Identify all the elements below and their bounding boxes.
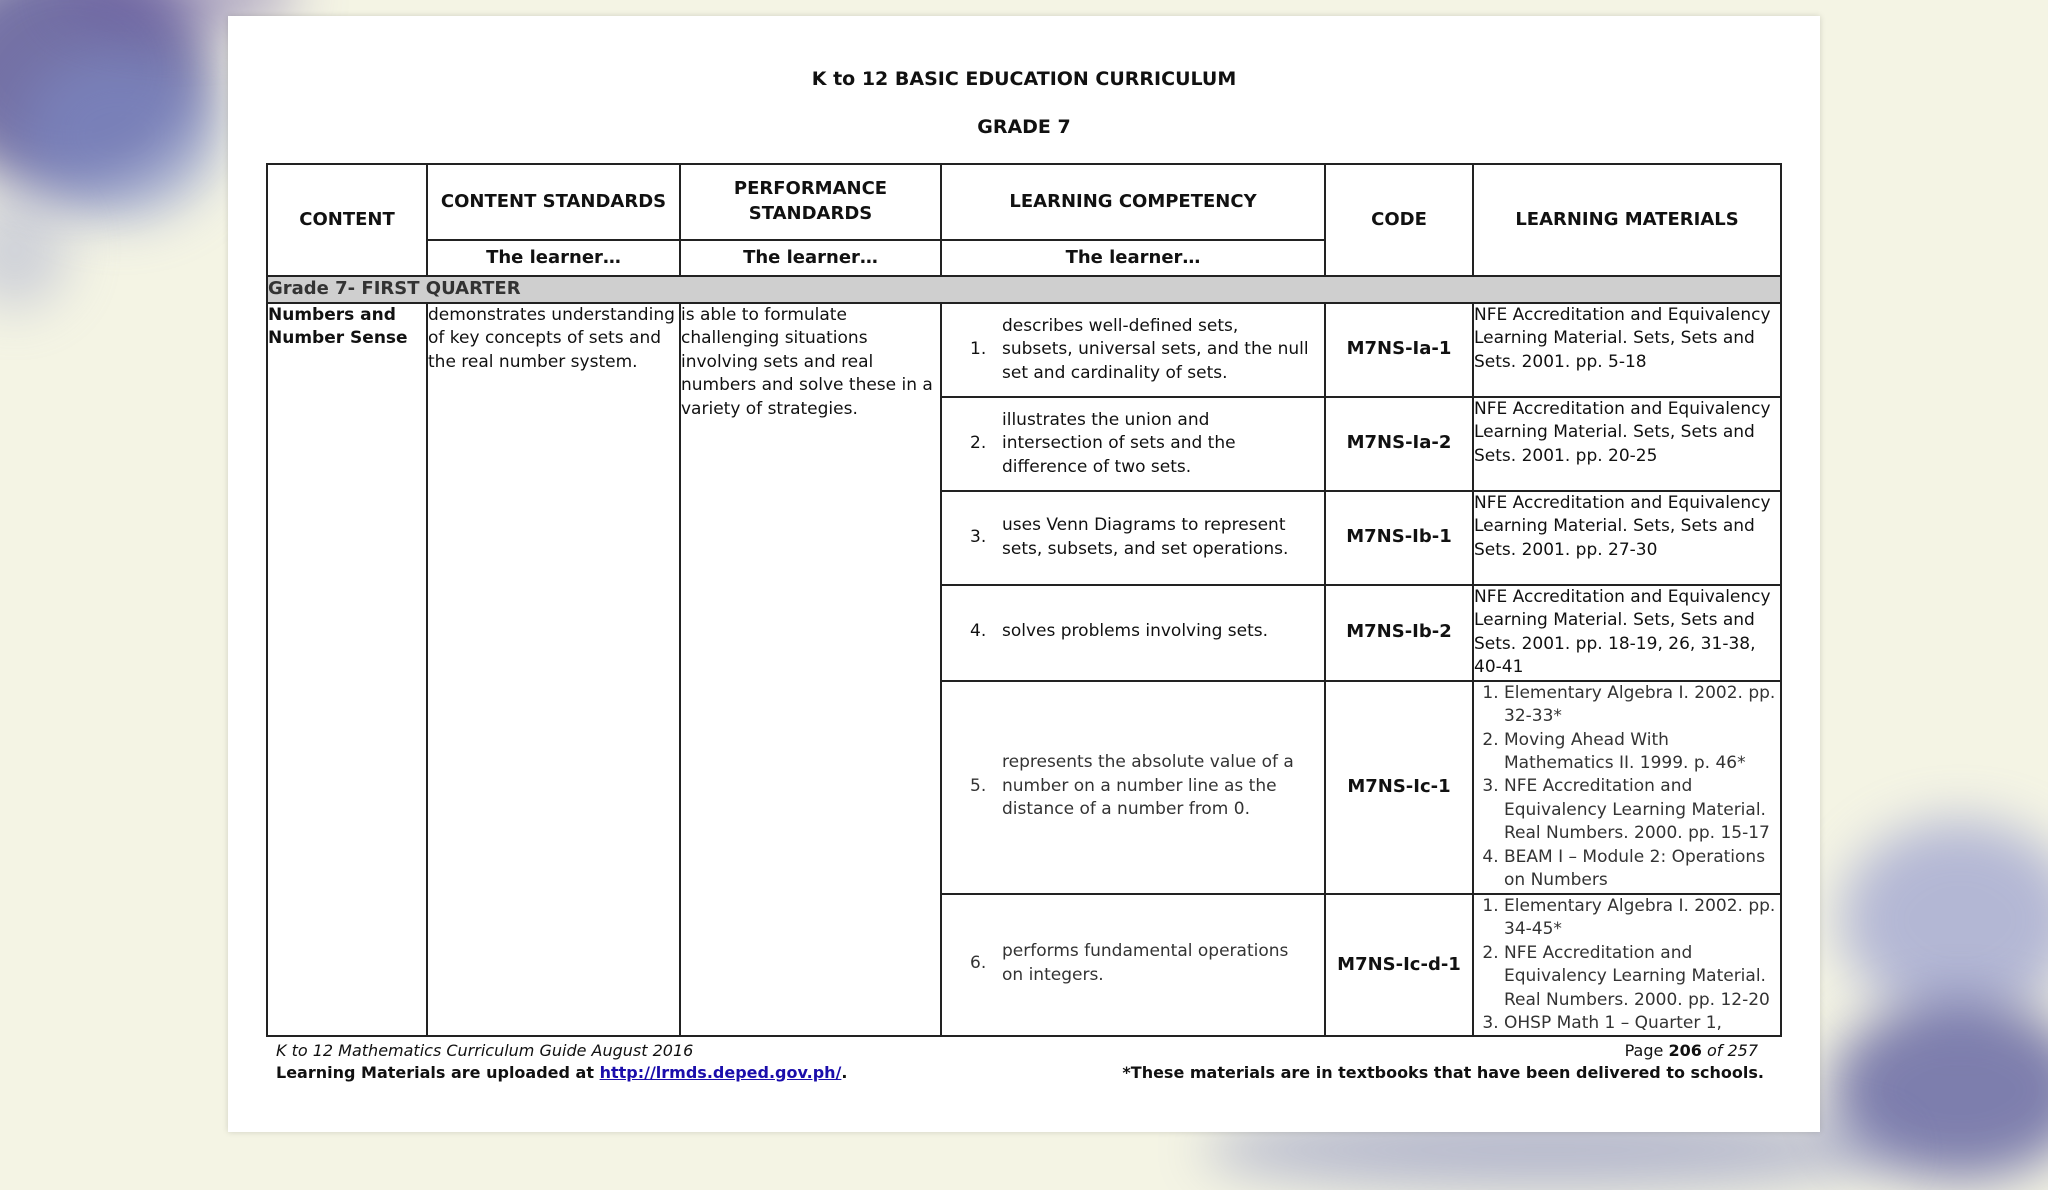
materials-cell: NFE Accreditation and Equivalency Learning Material. Sets, Sets and Sets. 2001. pp. 27-30 xyxy=(1473,491,1781,585)
materials-cell xyxy=(1473,681,1781,894)
competency-number: 3. xyxy=(970,527,987,548)
quarter-banner: Grade 7- FIRST QUARTER xyxy=(267,276,1781,303)
competency-cell xyxy=(941,397,1325,491)
material-item: 2. Moving Ahead With Mathematics II. 1999. p. 46* xyxy=(1504,729,1780,776)
competency-number: 6. xyxy=(970,952,987,973)
subheader-learner: The learner… xyxy=(427,240,680,276)
competency-text: solves problems involving sets. xyxy=(1002,621,1269,642)
materials-cell xyxy=(1473,894,1781,1037)
competency-cell xyxy=(941,681,1325,894)
competency-cell xyxy=(941,491,1325,585)
competency-number: 2. xyxy=(970,433,987,454)
col-header-learning-materials: LEARNING MATERIALS xyxy=(1473,164,1781,276)
materials-cell: NFE Accreditation and Equivalency Learning Material. Sets, Sets and Sets. 2001. pp. 5-18 xyxy=(1473,303,1781,397)
materials-cell: NFE Accreditation and Equivalency Learning Material. Sets, Sets and Sets. 2001. pp. 18-19, 26, 31-38, 40-41 xyxy=(1473,585,1781,681)
page-total: of 257 xyxy=(1706,1041,1758,1060)
content-standard-cell: demonstrates understanding of key concepts of sets and the real number system. xyxy=(427,303,680,1037)
material-item: 2. NFE Accreditation and Equivalency Learning Material. Real Numbers. 2000. pp. 12-20 xyxy=(1504,942,1780,1012)
code-cell: M7NS-Ic-d-1 xyxy=(1325,894,1473,1037)
material-item: 1. Elementary Algebra I. 2002. pp. 32-33* xyxy=(1504,682,1780,729)
competency-text: performs fundamental operations on integers. xyxy=(1002,941,1289,985)
subheader-learner: The learner… xyxy=(680,240,941,276)
curriculum-page xyxy=(228,16,1820,1132)
page-number: 206 xyxy=(1668,1041,1702,1060)
competency-cell xyxy=(941,303,1325,397)
competency-cell xyxy=(941,894,1325,1037)
performance-standard-cell: is able to formulate challenging situations involving sets and real numbers and solve these in a variety of strategies. xyxy=(680,303,941,1037)
material-item: 4. BEAM I – Module 2: Operations on Numbers xyxy=(1504,846,1780,893)
footer-left xyxy=(276,1040,847,1083)
code-cell: M7NS-Ic-1 xyxy=(1325,681,1473,894)
code-cell: M7NS-Ia-1 xyxy=(1325,303,1473,397)
code-cell: M7NS-Ia-2 xyxy=(1325,397,1473,491)
competency-text: illustrates the union and intersection of sets and the difference of two sets. xyxy=(1002,409,1236,477)
curriculum-table xyxy=(266,163,1782,1037)
col-header-content-standards: CONTENT STANDARDS xyxy=(427,164,680,240)
grade-title: GRADE 7 xyxy=(977,116,1071,138)
content-cell: Numbers and Number Sense xyxy=(267,303,427,1037)
col-header-performance-standards: PERFORMANCE STANDARDS xyxy=(680,164,941,240)
uploaded-text: Learning Materials are uploaded at xyxy=(276,1062,594,1082)
lrmds-link[interactable]: http://lrmds.deped.gov.ph/ xyxy=(599,1062,842,1082)
competency-number: 4. xyxy=(970,621,987,642)
code-cell: M7NS-Ib-1 xyxy=(1325,491,1473,585)
col-header-learning-competency: LEARNING COMPETENCY xyxy=(941,164,1325,240)
textbook-note: *These materials are in textbooks that have been delivered to schools. xyxy=(1122,1062,1764,1082)
code-cell: M7NS-Ib-2 xyxy=(1325,585,1473,681)
link-period: . xyxy=(841,1062,848,1082)
col-header-content: CONTENT xyxy=(267,164,427,276)
competency-number: 1. xyxy=(970,339,987,360)
page-label: Page xyxy=(1624,1041,1664,1060)
competency-text: uses Venn Diagrams to represent sets, subsets, and set operations. xyxy=(1002,515,1289,559)
competency-number: 5. xyxy=(970,775,987,796)
col-header-code: CODE xyxy=(1325,164,1473,276)
guide-label: K to 12 Mathematics Curriculum Guide August 2016 xyxy=(276,1041,694,1060)
subheader-learner: The learner… xyxy=(941,240,1325,276)
material-item: 1. Elementary Algebra I. 2002. pp. 34-45* xyxy=(1504,895,1780,942)
material-item: 3. OHSP Math 1 – Quarter 1, xyxy=(1504,1012,1780,1035)
document-title: K to 12 BASIC EDUCATION CURRICULUM xyxy=(811,68,1237,90)
footer-right xyxy=(1122,1040,1764,1083)
competency-text: describes well-defined sets, subsets, universal sets, and the null set and cardinality of sets. xyxy=(1002,315,1309,383)
materials-cell: NFE Accreditation and Equivalency Learning Material. Sets, Sets and Sets. 2001. pp. 20-25 xyxy=(1473,397,1781,491)
competency-cell xyxy=(941,585,1325,681)
material-item: 3. NFE Accreditation and Equivalency Learning Material. Real Numbers. 2000. pp. 15-17 xyxy=(1504,775,1780,845)
competency-text: represents the absolute value of a number on a number line as the distance of a number from 0. xyxy=(1002,752,1294,820)
